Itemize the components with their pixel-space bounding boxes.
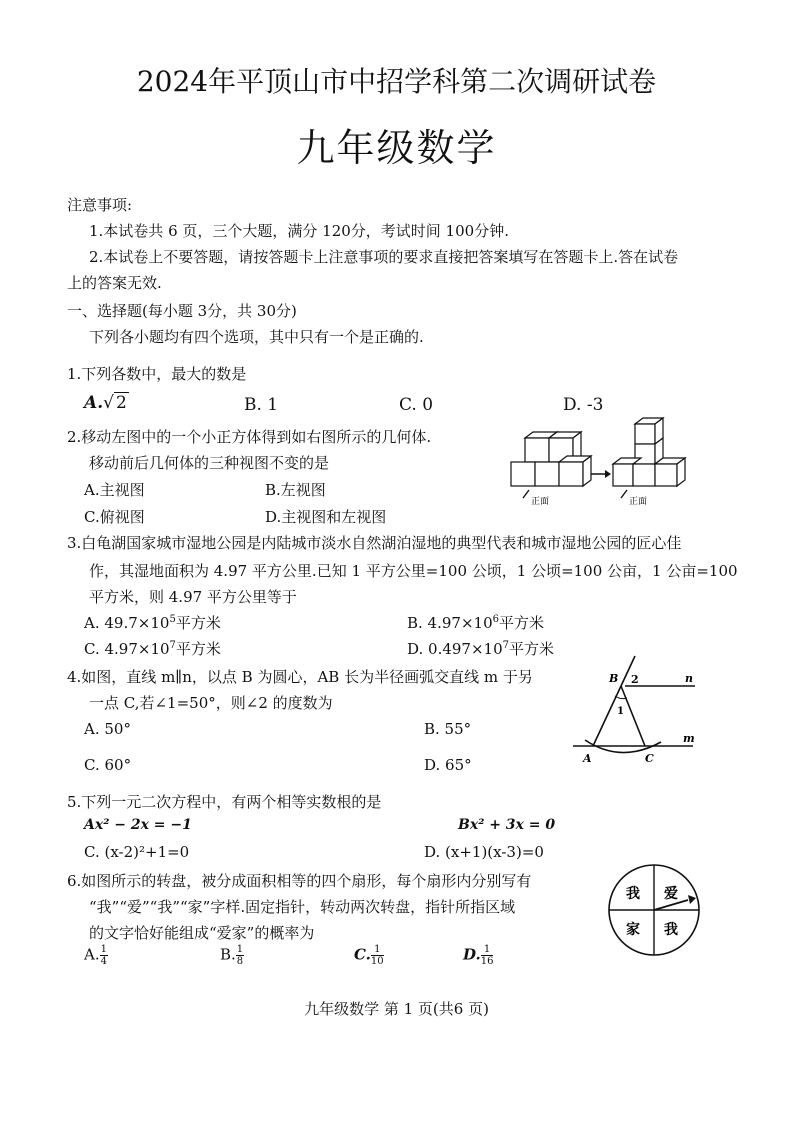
question-1-stem: 1.下列各数中，最大的数是 <box>67 365 247 383</box>
label-c: C <box>645 752 654 765</box>
option-exponent: 7 <box>502 640 509 651</box>
option-equation: x² + 3x = 0 <box>469 817 556 833</box>
cube-figure-left <box>511 432 591 486</box>
front-marker-left <box>523 490 529 498</box>
question-4-line-1: 4.如图，直线 m∥n，以点 B 为圆心，AB 长为半径画弧交直线 m 于另 <box>67 668 533 686</box>
option-a-prefix: A. <box>84 393 104 413</box>
label-angle-2: 2 <box>631 673 639 686</box>
exam-title: 2024年平顶山市中招学科第二次调研试卷 <box>136 65 657 98</box>
question-6-spinner-figure <box>604 860 704 960</box>
option-equation: x² − 2x = −1 <box>94 817 192 833</box>
question-3-line-1: 3.白龟湖国家城市湿地公园是内陆城市淡水自然湖泊湿地的典型代表和城市湿地公园的匠心佳 <box>67 534 682 552</box>
option-unit: 平方米 <box>175 614 221 632</box>
arrow-right-icon <box>591 470 611 478</box>
section-1-heading: 一、选择题(每小题 3分，共 30分) <box>67 302 297 320</box>
option-prefix: B. <box>220 945 236 964</box>
option-prefix: D. <box>463 945 481 964</box>
front-label-right: 正面 <box>629 497 648 507</box>
question-5-option-b <box>458 817 555 833</box>
option-unit: 平方米 <box>509 640 555 658</box>
question-5-option-d: D. (x+1)(x-3)=0 <box>424 843 544 861</box>
question-2-option-b: B.左视图 <box>265 481 326 499</box>
question-6-option-d <box>463 944 493 967</box>
question-1-option-c: C. 0 <box>399 395 434 415</box>
question-6-line-1: 6.如图所示的转盘，被分成面积相等的四个扇形，每个扇形内分别写有 <box>67 872 532 890</box>
spinner-label-bottom-right: 我 <box>664 922 678 938</box>
option-prefix: A <box>84 817 95 833</box>
question-2-option-a: A.主视图 <box>84 481 145 499</box>
option-base: A. 49.7×10 <box>84 614 170 632</box>
question-1-option-d: D. -3 <box>563 395 604 415</box>
spinner-label-bottom-left: 家 <box>626 922 640 938</box>
option-exponent: 7 <box>169 640 176 651</box>
question-3-line-2: 作，其湿地面积为 4.97 平方公里.已知 1 平方公里=100 公顷，1 公顷=100 公亩，1 公亩=100 <box>89 562 738 580</box>
segment-bc <box>621 686 645 746</box>
front-label-left: 正面 <box>531 497 550 507</box>
notice-heading: 注意事项: <box>67 196 133 214</box>
question-1-option-a <box>84 393 129 413</box>
sqrt-radicand: 2 <box>115 393 127 413</box>
option-unit: 平方米 <box>175 640 221 658</box>
question-6-option-c <box>354 944 384 967</box>
line-ab <box>593 656 635 746</box>
question-4-option-d: D. 65° <box>424 756 472 774</box>
question-2-option-c: C.俯视图 <box>84 508 145 526</box>
question-4-option-c: C. 60° <box>84 756 132 774</box>
question-3-option-d <box>407 638 554 659</box>
section-1-instruction: 下列各小题均有四个选项，其中只有一个是正确的. <box>89 328 424 346</box>
front-marker-right <box>621 490 627 498</box>
option-prefix: A. <box>84 945 100 964</box>
option-base: C. 4.97×10 <box>84 640 170 658</box>
label-a: A <box>583 752 592 765</box>
fraction: $\frac{1}{4}$ <box>100 944 107 967</box>
question-6-line-2: “我”“爱”“我”“家”字样.固定指针，转动两次转盘，指针所指区域 <box>89 898 516 916</box>
exam-subject-title: 九年级数学 <box>296 126 497 170</box>
question-3-line-3: 平方米，则 4.97 平方公里等于 <box>89 588 297 606</box>
option-unit: 平方米 <box>499 614 545 632</box>
page-footer: 九年级数学 第 1 页(共6 页) <box>304 1000 489 1018</box>
notice-item-2-line-2: 上的答案无效. <box>67 274 162 292</box>
question-2-line-2: 移动前后几何体的三种视图不变的是 <box>89 454 330 472</box>
option-base: B. 4.97×10 <box>407 614 493 632</box>
question-5-option-a <box>84 817 192 833</box>
question-4-line-2: 一点 C,若∠1=50°，则∠2 的度数为 <box>89 694 333 712</box>
question-5-option-c: C. (x-2)²+1=0 <box>84 843 190 861</box>
notice-item-2-line-1: 2.本试卷上不要答题，请按答题卡上注意事项的要求直接把答案填写在答题卡上.答在试卷 <box>89 248 679 266</box>
notice-item-1: 1.本试卷共 6 页，三个大题，满分 120分，考试时间 100分钟. <box>89 222 509 240</box>
label-n: n <box>685 672 693 685</box>
question-3-option-b <box>407 612 544 633</box>
question-5-stem: 5.下列一元二次方程中，有两个相等实数根的是 <box>67 793 382 811</box>
question-3-option-c <box>84 638 221 659</box>
question-2-cube-figure <box>505 414 690 510</box>
question-4-geometry-figure <box>565 652 705 772</box>
label-b: B <box>609 672 619 685</box>
question-6-option-b <box>220 944 244 967</box>
label-angle-1: 1 <box>617 706 624 717</box>
option-prefix: B <box>458 817 470 833</box>
fraction: $\frac{1}{8}$ <box>236 944 244 967</box>
question-4-option-b: B. 55° <box>424 720 472 738</box>
option-exponent: 5 <box>169 614 176 625</box>
question-2-line-1: 2.移动左图中的一个小正方体得到如右图所示的几何体. <box>67 428 432 446</box>
fraction: $\frac{1}{10}$ <box>370 944 384 967</box>
question-2-option-d: D.主视图和左视图 <box>265 508 387 526</box>
spinner-label-top-right: 爱 <box>664 886 678 902</box>
option-base: D. 0.497×10 <box>407 640 503 658</box>
question-4-option-a: A. 50° <box>84 720 131 738</box>
fraction: $\frac{1}{16}$ <box>480 944 494 967</box>
option-prefix: C. <box>354 945 371 964</box>
spinner-label-top-left: 我 <box>626 886 640 902</box>
question-1-option-b: B. 1 <box>244 395 279 415</box>
label-m: m <box>683 732 695 745</box>
question-6-line-3: 的文字恰好能组成“爱家”的概率为 <box>89 924 315 942</box>
cube-figure-right <box>613 418 685 486</box>
question-3-option-a <box>84 612 221 633</box>
sqrt-sign-icon: √ <box>103 393 114 413</box>
option-exponent: 6 <box>492 614 499 625</box>
question-6-option-a <box>84 944 108 967</box>
